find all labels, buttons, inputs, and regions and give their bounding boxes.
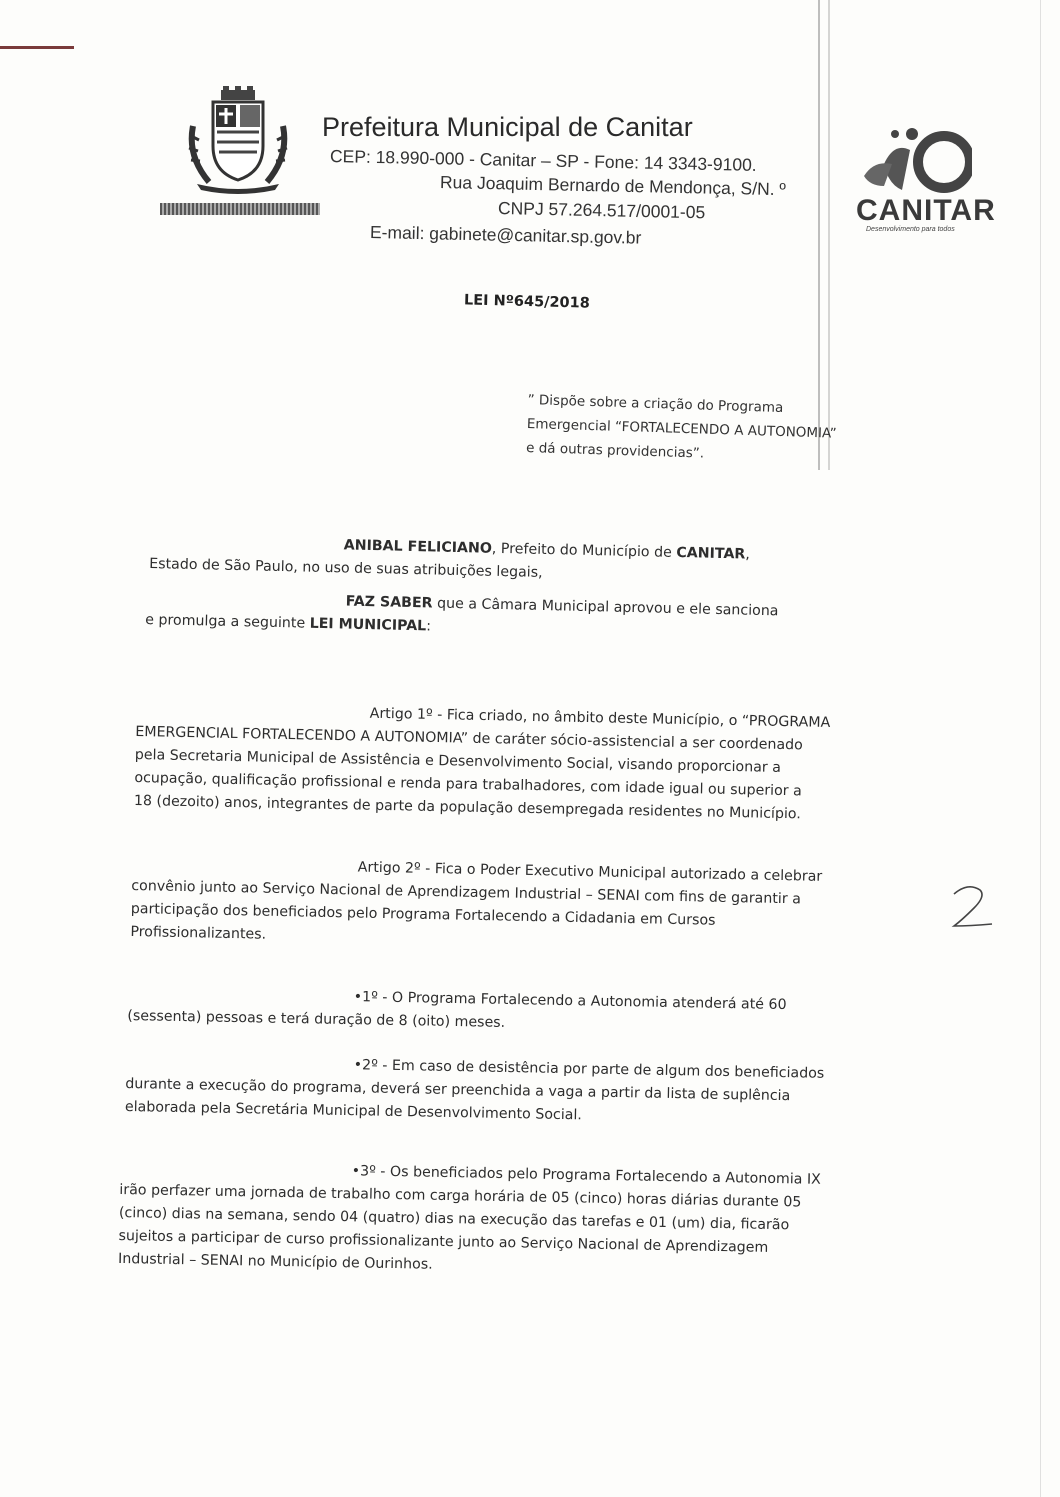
city-name: CANITAR (676, 544, 746, 563)
paragrafo-2-line: •2º - Em caso de desistência por parte de algum dos beneficiados (353, 1057, 825, 1082)
preamble-text: e promulga a seguinte (145, 611, 310, 632)
artigo-2-line: Profissionalizantes. (130, 923, 267, 943)
ementa (526, 388, 908, 472)
preamble-line: Estado de São Paulo, no uso de suas atribuições legais, (149, 555, 543, 581)
law-title: LEI Nº645/2018 (463, 292, 591, 312)
header-title: Prefeitura Municipal de Canitar (322, 112, 693, 142)
header-cnpj: CNPJ 57.264.517/0001-05 (497, 198, 706, 223)
preamble-text: , Prefeito do Município de (491, 540, 677, 561)
paragrafo-2 (125, 1050, 825, 1132)
paragrafo-1-line: •1º - O Programa Fortalecendo a Autonomia atenderá até 60 (353, 989, 787, 1014)
header-cep-line: CEP: 18.990-000 - Canitar – SP - Fone: 14 3343-9100. (329, 146, 757, 175)
logo-tagline: Desenvolvimento para todos (866, 226, 955, 233)
paragrafo-1 (127, 982, 787, 1040)
paragrafo-3-line: (cinco) dias na semana, sendo 04 (quatro) dias na execução das tarefas e 01 (um) dia, ficarão (118, 1204, 790, 1234)
paragrafo-3 (118, 1156, 821, 1284)
scan-edge-line (1040, 0, 1041, 1497)
artigo-1-line: 18 (dezoito) anos, integrantes de parte da população desempregada residentes no Município. (133, 792, 801, 823)
lei-municipal: LEI MUNICIPAL (309, 615, 427, 635)
paragrafo-3-line: sujeitos a participar de curso profissionalizante junto ao Serviço Nacional de Aprendizagem (118, 1227, 769, 1256)
preamble-text: , (745, 546, 751, 563)
preamble-paragraph-2 (145, 586, 779, 646)
ementa-line: ” Dispõe sobre a criação do Programa (527, 391, 784, 417)
artigo-1 (134, 698, 831, 827)
artigo-1-line: pela Secretaria Municipal de Assistência e Desenvolvimento Social, visando proporcionar a (134, 746, 782, 776)
preamble-paragraph-1 (149, 530, 750, 590)
scan-mark (0, 46, 74, 49)
preamble-text: : (426, 618, 432, 635)
preamble-text: que a Câmara Municipal aprovou e ele sanciona (432, 595, 779, 620)
ementa-line: Emergencial “FORTALECENDO A AUTONOMIA” (526, 415, 837, 442)
paragrafo-2-line: elaborada pela Secretária Municipal de Desenvolvimento Social. (124, 1098, 583, 1124)
artigo-1-line: EMERGENCIAL FORTALECENDO A AUTONOMIA” de caráter sócio-assistencial a ser coordenado (135, 723, 803, 754)
header-address: Rua Joaquim Bernardo de Mendonça, S/N. º (439, 172, 787, 200)
artigo-2-line: participação dos beneficiados pelo Programa Fortalecendo a Cidadania em Cursos (130, 900, 716, 929)
coat-of-arms-banner (160, 203, 320, 215)
artigo-2 (130, 852, 822, 958)
coat-of-arms-icon (183, 86, 293, 196)
artigo-2-line: Artigo 2º - Fica o Poder Executivo Municipal autorizado a celebrar (357, 859, 823, 885)
paragrafo-3-line: •3º - Os beneficiados pelo Programa Fortalecendo a Autonomia IX (351, 1163, 821, 1188)
paragrafo-3-line: irão perfazer uma jornada de trabalho com carga horária de 05 (cinco) horas diárias durante 05 (119, 1181, 802, 1211)
paragrafo-3-line: Industrial – SENAI no Município de Ourinhos. (117, 1250, 433, 1273)
paragrafo-1-line: (sessenta) pessoas e terá duração de 8 (oito) meses. (127, 1007, 506, 1031)
artigo-1-line: Artigo 1º - Fica criado, no âmbito deste Município, o “PROGRAMA (369, 705, 831, 731)
handwritten-page-number (948, 882, 996, 932)
mayor-name: ANIBAL FELICIANO (343, 537, 493, 557)
artigo-1-line: ocupação, qualificação profissional e renda para trabalhadores, com idade igual ou superior a (134, 769, 802, 800)
ementa-line: e dá outras providencias”. (525, 439, 705, 462)
canitar-logo-icon (862, 124, 972, 204)
artigo-2-line: convênio junto ao Serviço Nacional de Aprendizagem Industrial – SENAI com fins de garantir a (131, 877, 802, 908)
paragrafo-2-line: durante a execução do programa, deverá ser preenchida a vaga a partir da lista de suplência (125, 1075, 791, 1105)
faz-saber: FAZ SABER (345, 593, 433, 612)
logo-name: CANITAR (856, 194, 996, 227)
header-email: E-mail: gabinete@canitar.sp.gov.br (369, 222, 642, 248)
